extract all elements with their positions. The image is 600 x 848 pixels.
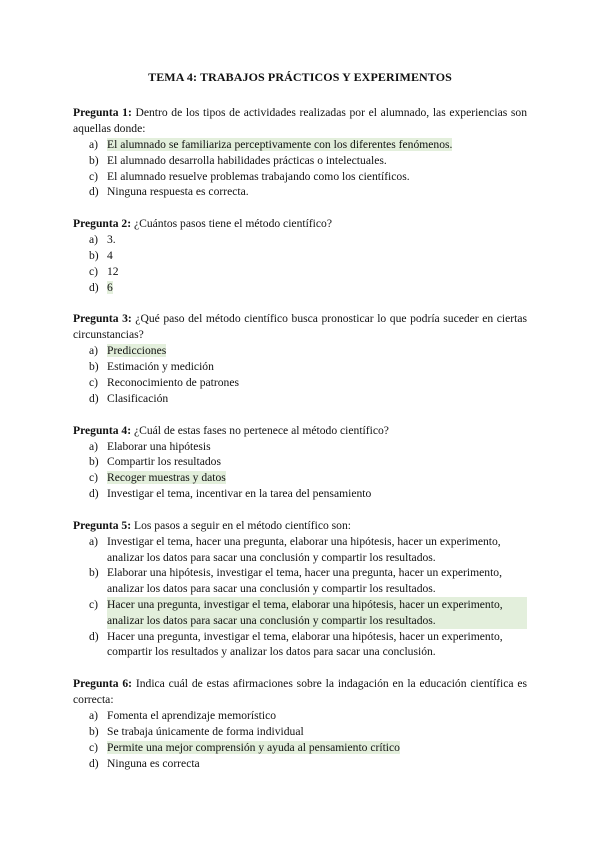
- question-stem: [73, 105, 527, 137]
- option-a: [73, 534, 527, 566]
- question-6: [73, 676, 527, 771]
- option-letter: c): [89, 471, 99, 485]
- option-letter: a): [89, 709, 99, 723]
- option-a: [73, 439, 527, 455]
- question-text: ¿Cuál de estas fases no pertenece al método científico?: [133, 423, 389, 437]
- question-4: [73, 423, 527, 502]
- question-stem: [73, 311, 527, 343]
- question-text: ¿Qué paso del método científico busca pronosticar lo que podría suceder en ciertas circunstancias?: [73, 312, 527, 342]
- option-b: [73, 248, 527, 264]
- option-d-correct: [73, 280, 527, 296]
- option-text: Predicciones: [107, 344, 167, 358]
- option-letter: c): [89, 169, 99, 183]
- document-page: [73, 70, 527, 787]
- question-stem: [73, 423, 527, 439]
- option-b: [73, 454, 527, 470]
- option-text: Fomenta el aprendizaje memorístico: [107, 709, 277, 723]
- option-text: 12: [107, 264, 119, 278]
- option-text: El alumnado desarrolla habilidades prácticas o intelectuales.: [107, 153, 387, 167]
- option-letter: d): [89, 185, 99, 199]
- options-list: [73, 137, 527, 200]
- question-text: Los pasos a seguir en el método científico son:: [133, 518, 351, 532]
- option-letter: a): [89, 344, 99, 358]
- option-d: [73, 629, 527, 661]
- option-letter: d): [89, 486, 99, 500]
- option-letter: d): [89, 756, 99, 770]
- option-letter: b): [89, 248, 99, 262]
- question-label: Pregunta 5:: [73, 518, 132, 532]
- question-label: Pregunta 2:: [73, 217, 132, 231]
- option-c: [73, 169, 527, 185]
- option-text: Hacer una pregunta, investigar el tema, elaborar una hipótesis, hacer un experimento, analizar los datos para sacar una conclusión y compartir los resultados.: [107, 597, 527, 629]
- question-3: [73, 311, 527, 406]
- question-text: ¿Cuántos pasos tiene el método científico?: [133, 217, 332, 231]
- question-stem: [73, 518, 527, 534]
- option-c-correct: [73, 470, 527, 486]
- option-c: [73, 264, 527, 280]
- option-letter: b): [89, 153, 99, 167]
- option-letter: c): [89, 375, 99, 389]
- option-text: Ninguna es correcta: [107, 756, 200, 770]
- option-c: [73, 375, 527, 391]
- option-letter: d): [89, 391, 99, 405]
- option-letter: b): [89, 455, 99, 469]
- option-c-correct: [73, 740, 527, 756]
- option-text: Reconocimiento de patrones: [107, 375, 239, 389]
- options-list: [73, 708, 527, 771]
- option-text: Hacer una pregunta, investigar el tema, elaborar una hipótesis, hacer un experimento, compartir los resultados y analizar los datos para sacar una conclusión.: [107, 629, 503, 659]
- option-a: [73, 708, 527, 724]
- option-text: Elaborar una hipótesis: [107, 439, 211, 453]
- option-c-correct: [73, 597, 527, 629]
- option-letter: b): [89, 360, 99, 374]
- option-text: Compartir los resultados: [107, 455, 221, 469]
- option-letter: a): [89, 534, 99, 548]
- option-b: [73, 153, 527, 169]
- option-a-correct: [73, 343, 527, 359]
- option-text: 3.: [107, 233, 116, 247]
- option-text: Se trabaja únicamente de forma individual: [107, 724, 304, 738]
- option-d: [73, 486, 527, 502]
- option-d: [73, 756, 527, 772]
- option-a: [73, 232, 527, 248]
- option-text: 4: [107, 248, 113, 262]
- option-letter: c): [89, 597, 99, 611]
- question-label: Pregunta 6:: [73, 677, 133, 691]
- option-text: Investigar el tema, hacer una pregunta, elaborar una hipótesis, hacer un experimento, analizar los datos para sacar una conclusión y compartir los resultados.: [107, 534, 501, 564]
- question-label: Pregunta 3:: [73, 312, 132, 326]
- question-stem: [73, 216, 527, 232]
- option-text: Ninguna respuesta es correcta.: [107, 185, 249, 199]
- option-letter: c): [89, 740, 99, 754]
- option-text: El alumnado resuelve problemas trabajando como los científicos.: [107, 169, 410, 183]
- option-text: El alumnado se familiariza perceptivamente con los diferentes fenómenos.: [107, 138, 453, 151]
- document-title: TEMA 4: TRABAJOS PRÁCTICOS Y EXPERIMENTOS: [148, 70, 452, 84]
- option-a-correct: [73, 137, 527, 153]
- question-label: Pregunta 1:: [73, 106, 132, 119]
- question-stem: [73, 676, 527, 708]
- option-d: [73, 391, 527, 407]
- option-letter: a): [89, 138, 99, 151]
- option-d: [73, 184, 527, 200]
- option-b: [73, 359, 527, 375]
- question-2: [73, 216, 527, 295]
- options-list: [73, 232, 527, 295]
- option-text: Investigar el tema, incentivar en la tarea del pensamiento: [107, 486, 372, 500]
- question-5: [73, 518, 527, 660]
- option-text: Estimación y medición: [107, 360, 214, 374]
- options-list: [73, 534, 527, 660]
- question-text: Indica cuál de estas afirmaciones sobre la indagación en la educación científica es correcta:: [73, 677, 527, 707]
- option-letter: a): [89, 439, 99, 453]
- option-text: Permite una mejor comprensión y ayuda al pensamiento crítico: [107, 740, 400, 754]
- option-letter: d): [89, 629, 99, 643]
- option-letter: b): [89, 566, 99, 580]
- option-letter: c): [89, 264, 99, 278]
- option-letter: d): [89, 280, 99, 294]
- question-text: Dentro de los tipos de actividades realizadas por el alumnado, las experiencias son aquellas donde:: [73, 106, 527, 135]
- options-list: [73, 439, 527, 502]
- options-list: [73, 343, 527, 406]
- option-letter: b): [89, 724, 99, 738]
- option-text: 6: [107, 280, 113, 294]
- option-letter: a): [89, 233, 99, 247]
- question-1: [73, 105, 527, 200]
- question-label: Pregunta 4:: [73, 423, 132, 437]
- option-text: Clasificación: [107, 391, 169, 405]
- option-text: Recoger muestras y datos: [107, 471, 226, 485]
- option-b: [73, 724, 527, 740]
- option-text: Elaborar una hipótesis, investigar el tema, hacer una pregunta, hacer un experimento, analizar los datos para sacar una conclusión y compartir los resultados.: [107, 566, 502, 596]
- option-b: [73, 565, 527, 597]
